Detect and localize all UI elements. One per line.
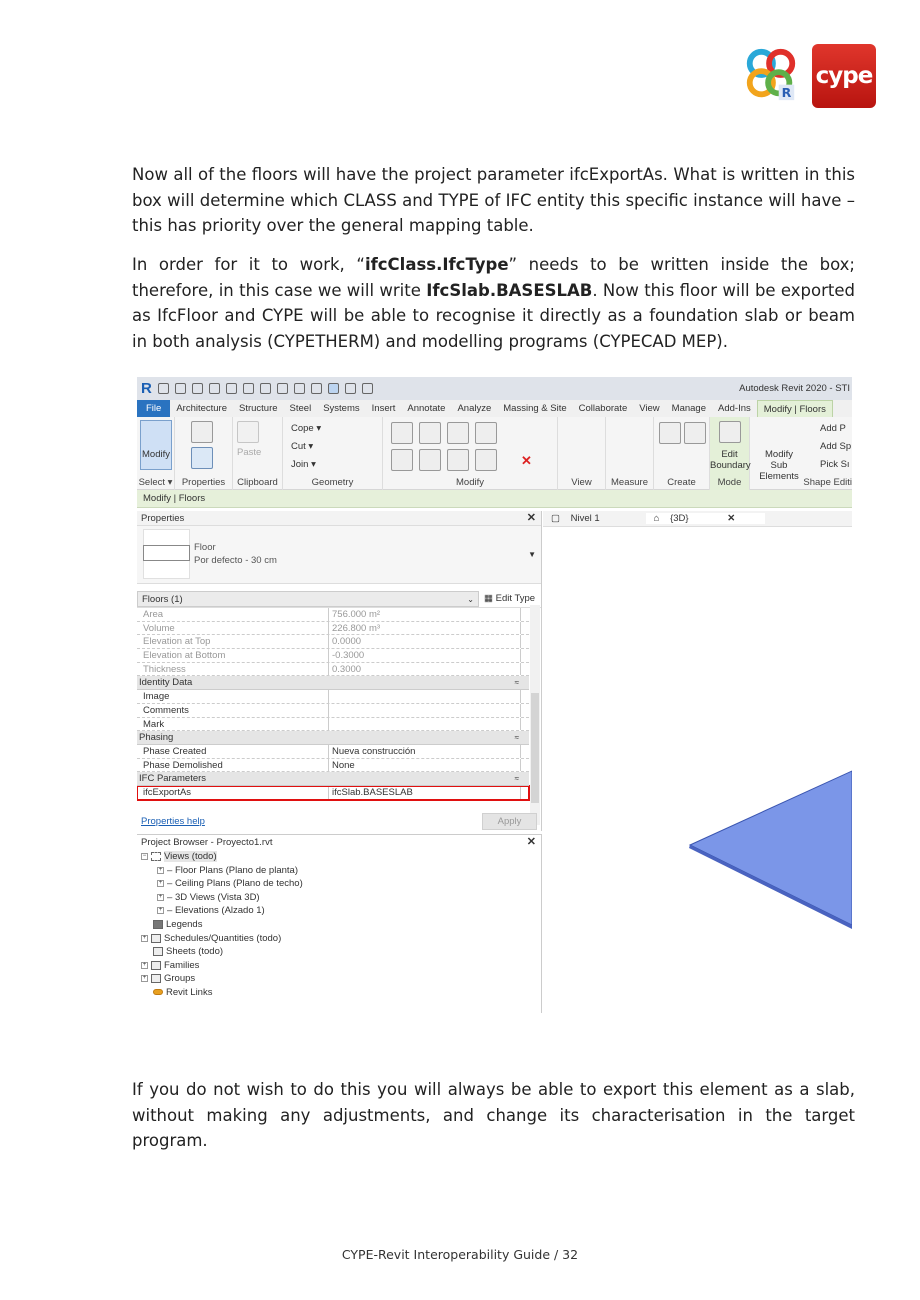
property-row[interactable] <box>137 608 529 622</box>
paragraph-2: In order for it to work, “ifcClass.IfcType” needs to be written inside the box; therefore, in this case we will write IfcSlab.BASESLAB. Now this floor will be exported as IfcFloor and CYPE will be able to recognise it directly as a foundation slab or beam in both analysis (CYPETHERM) and modelling programs (CYPECAD MEP). <box>132 255 855 351</box>
offset-icon[interactable] <box>419 422 441 444</box>
property-name: Comments <box>137 704 329 717</box>
tab-massing-site[interactable]: Massing & Site <box>503 403 567 414</box>
property-value[interactable]: 0.3000 <box>329 663 521 676</box>
tree-item-views[interactable]: − Views (todo) <box>142 851 217 862</box>
edit-boundary-icon[interactable] <box>719 421 741 443</box>
open-icon[interactable] <box>158 383 169 394</box>
panel-properties <box>175 417 233 490</box>
paragraph-3: If you do not wish to do this you will always be able to export this element as a slab, without making any adjustments, and change its characterisation in the target program. <box>132 1080 855 1150</box>
property-name: Mark <box>137 718 329 731</box>
property-row[interactable] <box>137 704 529 718</box>
property-name: Phase Created <box>137 745 329 758</box>
property-row[interactable] <box>137 690 529 704</box>
revit-screenshot <box>137 377 852 1013</box>
tab-manage[interactable]: Manage <box>671 403 706 414</box>
tab-collaborate[interactable]: Collaborate <box>578 403 628 414</box>
type-selector[interactable] <box>137 526 541 584</box>
property-value[interactable] <box>329 704 521 717</box>
create-parts-icon[interactable] <box>659 422 681 444</box>
tree-item-revit-links[interactable]: Revit Links <box>141 986 541 1000</box>
property-name: Volume <box>137 622 329 635</box>
tab-structure[interactable]: Structure <box>239 403 278 414</box>
instance-filter <box>137 590 541 608</box>
project-browser-header <box>137 835 541 850</box>
property-name: Area <box>137 608 329 621</box>
tab-steel[interactable]: Steel <box>289 403 312 414</box>
join-button[interactable]: Join ▾ <box>291 459 316 470</box>
property-name: Elevation at Bottom <box>137 649 329 662</box>
property-value[interactable]: 756.000 m² <box>329 608 521 621</box>
trim-icon[interactable] <box>475 449 497 471</box>
tab-annotate[interactable]: Annotate <box>407 403 446 414</box>
property-row[interactable] <box>137 663 529 677</box>
rotate-icon[interactable] <box>447 449 469 471</box>
property-name: Image <box>137 690 329 703</box>
3d-view-icon[interactable] <box>311 383 322 394</box>
collapse-icon: ≈ <box>514 678 519 688</box>
panel-clipboard <box>233 417 283 490</box>
sync-icon[interactable] <box>192 383 203 394</box>
property-value[interactable]: 226.800 m³ <box>329 622 521 635</box>
add-split-line-button[interactable]: Add Sp <box>820 441 852 452</box>
tree-item-3d-views[interactable]: + – 3D Views (Vista 3D) <box>158 891 260 903</box>
chevron-down-icon[interactable]: ▼ <box>528 550 536 559</box>
copy-icon[interactable] <box>419 449 441 471</box>
add-point-button[interactable]: Add P <box>820 423 846 434</box>
window-title: Autodesk Revit 2020 - STI <box>739 383 850 394</box>
mirror-draw-icon[interactable] <box>475 422 497 444</box>
print-icon[interactable] <box>243 383 254 394</box>
property-name: Phase Demolished <box>137 759 329 772</box>
property-name: Elevation at Top <box>137 635 329 648</box>
tree-item-schedules[interactable]: + Schedules/Quantities (todo) <box>142 932 282 944</box>
panel-label-modify: Modify <box>456 477 484 488</box>
panel-shape-editing <box>750 417 852 490</box>
panel-select <box>137 417 175 490</box>
svg-text:R: R <box>781 85 792 101</box>
tree-item-groups[interactable]: + Groups <box>142 973 196 985</box>
panel-label-mode: Mode <box>717 477 742 488</box>
thin-lines-icon[interactable] <box>328 383 339 394</box>
ribbon-tabs <box>137 400 852 417</box>
browser-tree <box>137 850 541 1000</box>
paragraph-1: Now all of the floors will have the project parameter ifcExportAs. What is written in this box will determine which CLASS and TYPE of IFC entity this specific instance will have – this has priority over the general mapping table. <box>132 165 855 235</box>
align-icon[interactable] <box>391 422 413 444</box>
property-value[interactable] <box>329 718 521 731</box>
panel-label-measure: Measure <box>611 477 648 488</box>
property-row[interactable] <box>137 649 529 663</box>
property-value[interactable]: Nueva construcción <box>329 745 521 758</box>
tab-add-ins[interactable]: Add-Ins <box>718 403 751 414</box>
chevron-down-icon: ⌄ <box>467 594 474 604</box>
project-browser-title: Project Browser - Proyecto1.rvt <box>141 837 273 848</box>
tab-architecture[interactable]: Architecture <box>176 403 227 414</box>
cope-button[interactable]: Cope ▾ <box>291 423 322 434</box>
paste-icon[interactable] <box>237 421 259 443</box>
property-row[interactable] <box>137 745 529 759</box>
property-row[interactable] <box>137 635 529 649</box>
paste-label: Paste <box>237 447 262 458</box>
tree-item-sheets[interactable]: Sheets (todo) <box>141 945 541 959</box>
interop-rings-icon <box>742 46 800 104</box>
properties-palette <box>137 511 542 831</box>
property-value[interactable]: 0.0000 <box>329 635 521 648</box>
collapse-icon: ≈ <box>514 733 519 743</box>
panel-label-geometry: Geometry <box>311 477 354 488</box>
modify-button[interactable]: Modify <box>140 420 172 470</box>
panel-label-clipboard: Clipboard <box>237 477 278 488</box>
apply-button[interactable]: Apply <box>482 813 537 830</box>
edit-boundary-button[interactable]: Edit Boundary <box>710 449 751 471</box>
tree-item-ceiling-plans[interactable]: + – Ceiling Plans (Plano de techo) <box>158 878 303 890</box>
mirror-icon[interactable] <box>447 422 469 444</box>
tag-icon[interactable] <box>277 383 288 394</box>
properties-header <box>137 511 541 526</box>
panel-measure <box>606 417 654 490</box>
modify-sub-elements-button[interactable]: Modify Sub Elements <box>759 449 799 482</box>
tree-item-families[interactable]: + Families <box>142 959 200 971</box>
collapse-icon: ≈ <box>514 774 519 784</box>
tree-item-floor-plans[interactable]: + – Floor Plans (Plano de planta) <box>158 864 298 876</box>
edit-type-button[interactable]: ▦ Edit Type <box>484 593 536 604</box>
property-row[interactable] <box>137 718 529 732</box>
property-row[interactable] <box>137 622 529 636</box>
tab-analyze[interactable]: Analyze <box>457 403 492 414</box>
measure-icon[interactable] <box>260 383 271 394</box>
context-bar: Modify | Floors <box>137 490 852 508</box>
tab-systems[interactable]: Systems <box>323 403 360 414</box>
view-tab-nivel-1[interactable]: ▢ Nivel 1 <box>551 513 600 524</box>
properties-icon[interactable] <box>191 447 213 469</box>
close-hidden-icon[interactable] <box>345 383 356 394</box>
property-value[interactable] <box>329 690 521 703</box>
tab-file[interactable]: File <box>137 400 170 417</box>
property-name: Thickness <box>137 663 329 676</box>
properties-scrollbar[interactable] <box>530 605 540 825</box>
panel-view <box>558 417 606 490</box>
undo-icon[interactable] <box>209 383 220 394</box>
save-icon[interactable] <box>175 383 186 394</box>
property-group[interactable]: Phasing ≈ <box>137 731 529 745</box>
ribbon <box>137 417 852 490</box>
tree-item-elevations[interactable]: + – Elevations (Alzado 1) <box>158 905 265 917</box>
property-value[interactable]: ifcSlab.BASESLAB <box>329 786 521 799</box>
type-properties-icon[interactable] <box>191 421 213 443</box>
property-row[interactable] <box>137 786 529 800</box>
cype-logo: cype <box>812 44 876 108</box>
panel-label-create: Create <box>667 477 696 488</box>
pick-supports-button[interactable]: Pick Sı <box>820 459 850 470</box>
panel-label-select[interactable]: Select ▾ <box>138 477 173 488</box>
panel-create <box>654 417 710 490</box>
revit-app-icon[interactable]: R <box>141 380 152 397</box>
property-value[interactable]: -0.3000 <box>329 649 521 662</box>
panel-mode <box>710 417 750 490</box>
panel-modify <box>383 417 558 490</box>
properties-grid <box>137 608 529 800</box>
panel-geometry <box>283 417 383 490</box>
tab-view[interactable]: View <box>639 403 660 414</box>
property-name: ifcExportAs <box>137 786 329 799</box>
property-group[interactable]: Identity Data ≈ <box>137 676 529 690</box>
tab-insert[interactable]: Insert <box>371 403 396 414</box>
type-thumbnail-slab <box>143 545 190 561</box>
properties-title: Properties <box>141 513 185 524</box>
delete-icon[interactable]: ✕ <box>521 453 532 468</box>
quick-access-toolbar <box>137 377 852 400</box>
view-area[interactable] <box>543 511 852 1013</box>
panel-label-view: View <box>571 477 592 488</box>
property-row[interactable] <box>137 759 529 773</box>
cut-button[interactable]: Cut ▾ <box>291 441 314 452</box>
view-tab-3d[interactable]: ⌂ {3D} ✕ <box>646 513 766 524</box>
floor-slab-3d[interactable] <box>543 511 852 1013</box>
page-footer: CYPE-Revit Interoperability Guide / 32 <box>341 1247 579 1262</box>
project-browser <box>137 834 542 1013</box>
tab-modify-floors[interactable]: Modify | Floors <box>757 400 833 417</box>
tree-item-legends[interactable]: Legends <box>141 918 541 932</box>
properties-help-link[interactable]: Properties help <box>141 816 205 827</box>
property-value[interactable]: None <box>329 759 521 772</box>
panel-label-shape-editing: Shape Editi <box>803 477 852 488</box>
close-icon[interactable]: ✕ <box>526 512 536 524</box>
move-icon[interactable] <box>391 449 413 471</box>
switch-windows-icon[interactable] <box>362 383 373 394</box>
close-icon[interactable]: ✕ <box>526 836 536 848</box>
create-group-icon[interactable] <box>684 422 706 444</box>
filter-select[interactable]: Floors (1) ⌄ <box>137 591 479 607</box>
panel-label-properties: Properties <box>181 477 226 488</box>
property-group[interactable]: IFC Parameters ≈ <box>137 772 529 786</box>
type-name: Floor Por defecto - 30 cm <box>194 542 277 566</box>
text-icon[interactable] <box>294 383 305 394</box>
redo-icon[interactable] <box>226 383 237 394</box>
